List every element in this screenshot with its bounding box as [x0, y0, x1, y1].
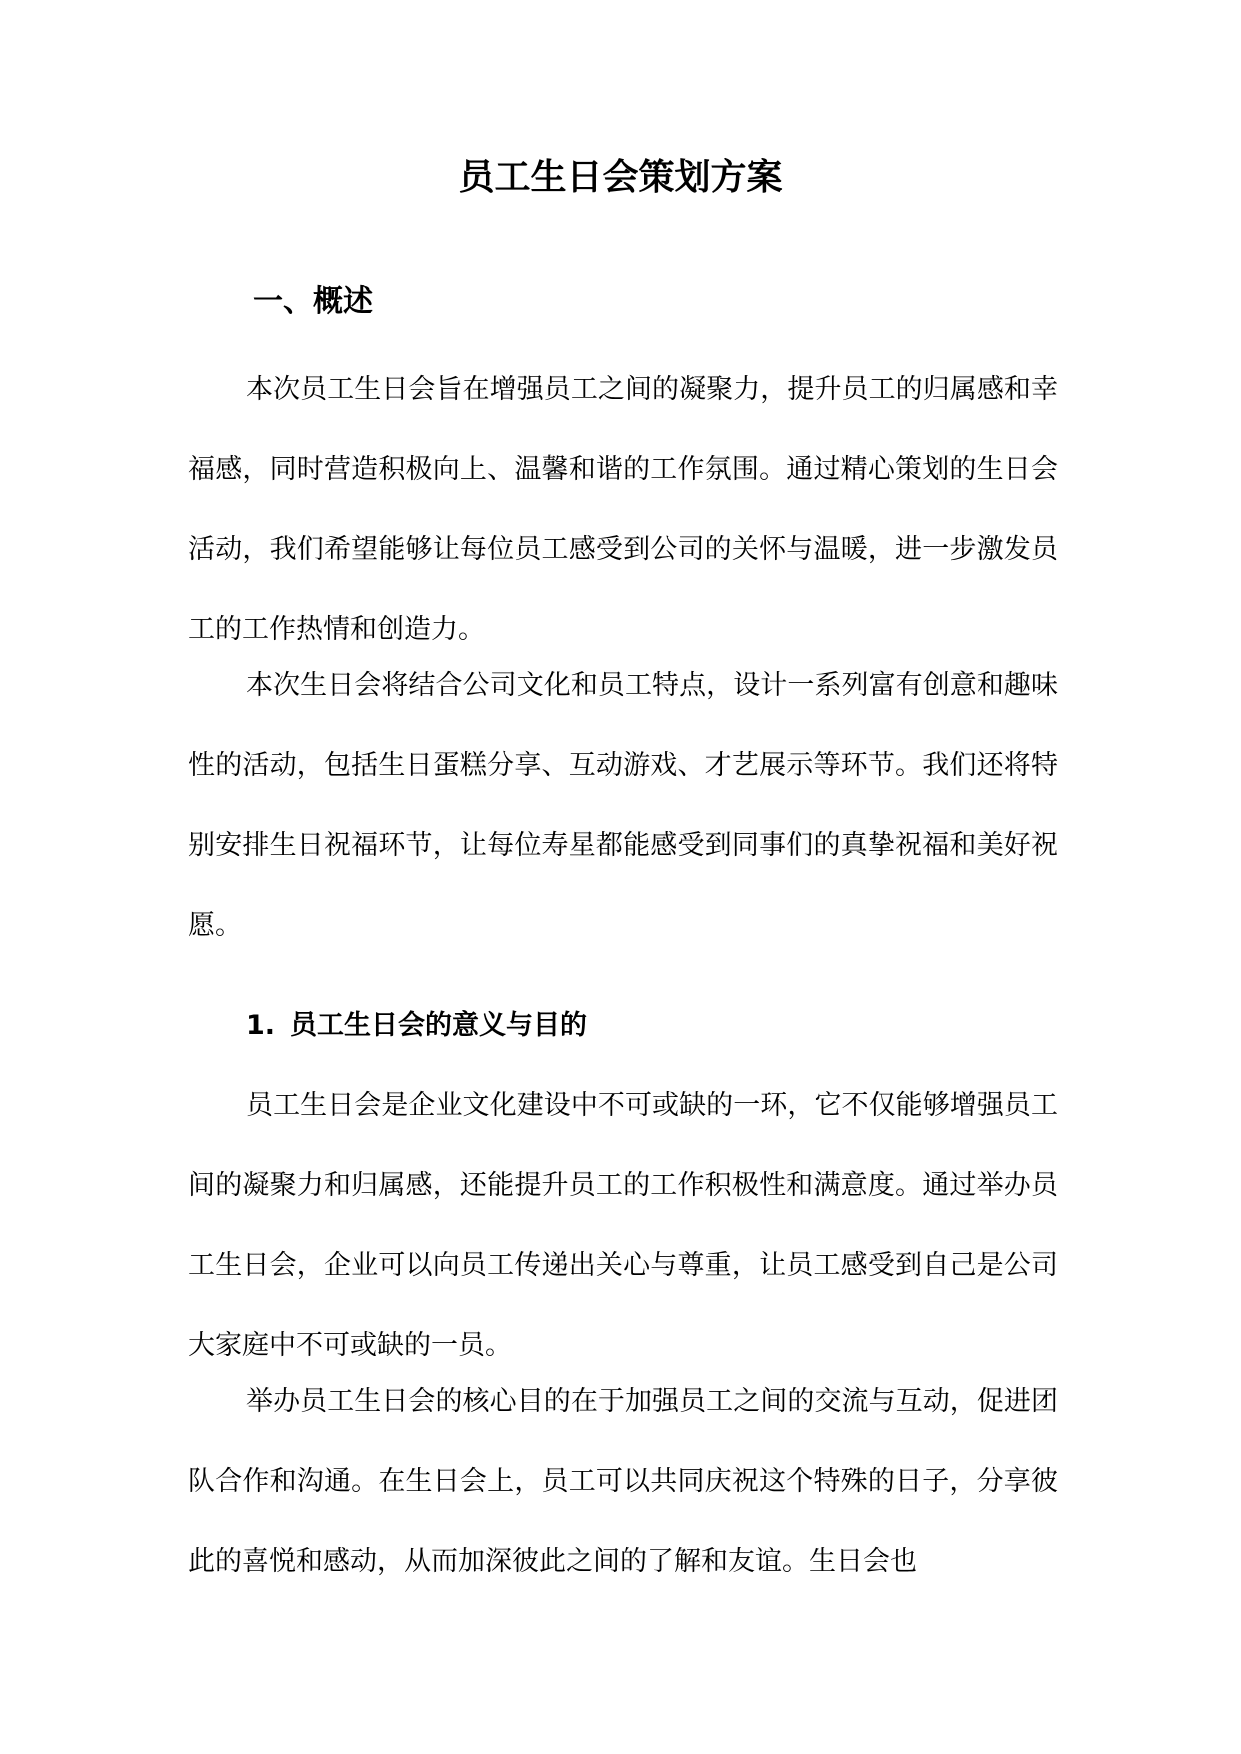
paragraph-significance-1: 员工生日会是企业文化建设中不可或缺的一环，它不仅能够增强员工间的凝聚力和归属感，还能提升员工的工作积极性和满意度。通过举办员工生日会，企业可以向员工传递出关心与尊重，让员工感受到自己是公司大家庭中不可或缺的一员。: [188, 1090, 1058, 1361]
subsection-number: 1.: [246, 1010, 276, 1041]
subsection-heading-significance: [246, 1004, 587, 1048]
document-title: 员工生日会策划方案: [458, 157, 783, 198]
paragraph-overview-1: 本次员工生日会旨在增强员工之间的凝聚力，提升员工的归属感和幸福感，同时营造积极向上、温馨和谐的工作氛围。通过精心策划的生日会活动，我们希望能够让每位员工感受到公司的关怀与温暖，进一步激发员工的工作热情和创造力。: [188, 374, 1058, 645]
paragraph-overview-2: 本次生日会将结合公司文化和员工特点，设计一系列富有创意和趣味性的活动，包括生日蛋糕分享、互动游戏、才艺展示等环节。我们还将特别安排生日祝福环节，让每位寿星都能感受到同事们的真挚祝福和美好祝愿。: [188, 670, 1058, 941]
section-heading-overview: 一、概述: [253, 284, 373, 319]
subsection-heading-text: 员工生日会的意义与目的: [290, 1010, 587, 1041]
paragraph-significance-2: 举办员工生日会的核心目的在于加强员工之间的交流与互动，促进团队合作和沟通。在生日会上，员工可以共同庆祝这个特殊的日子，分享彼此的喜悦和感动，从而加深彼此之间的了解和友谊。生日会也: [188, 1386, 1058, 1577]
